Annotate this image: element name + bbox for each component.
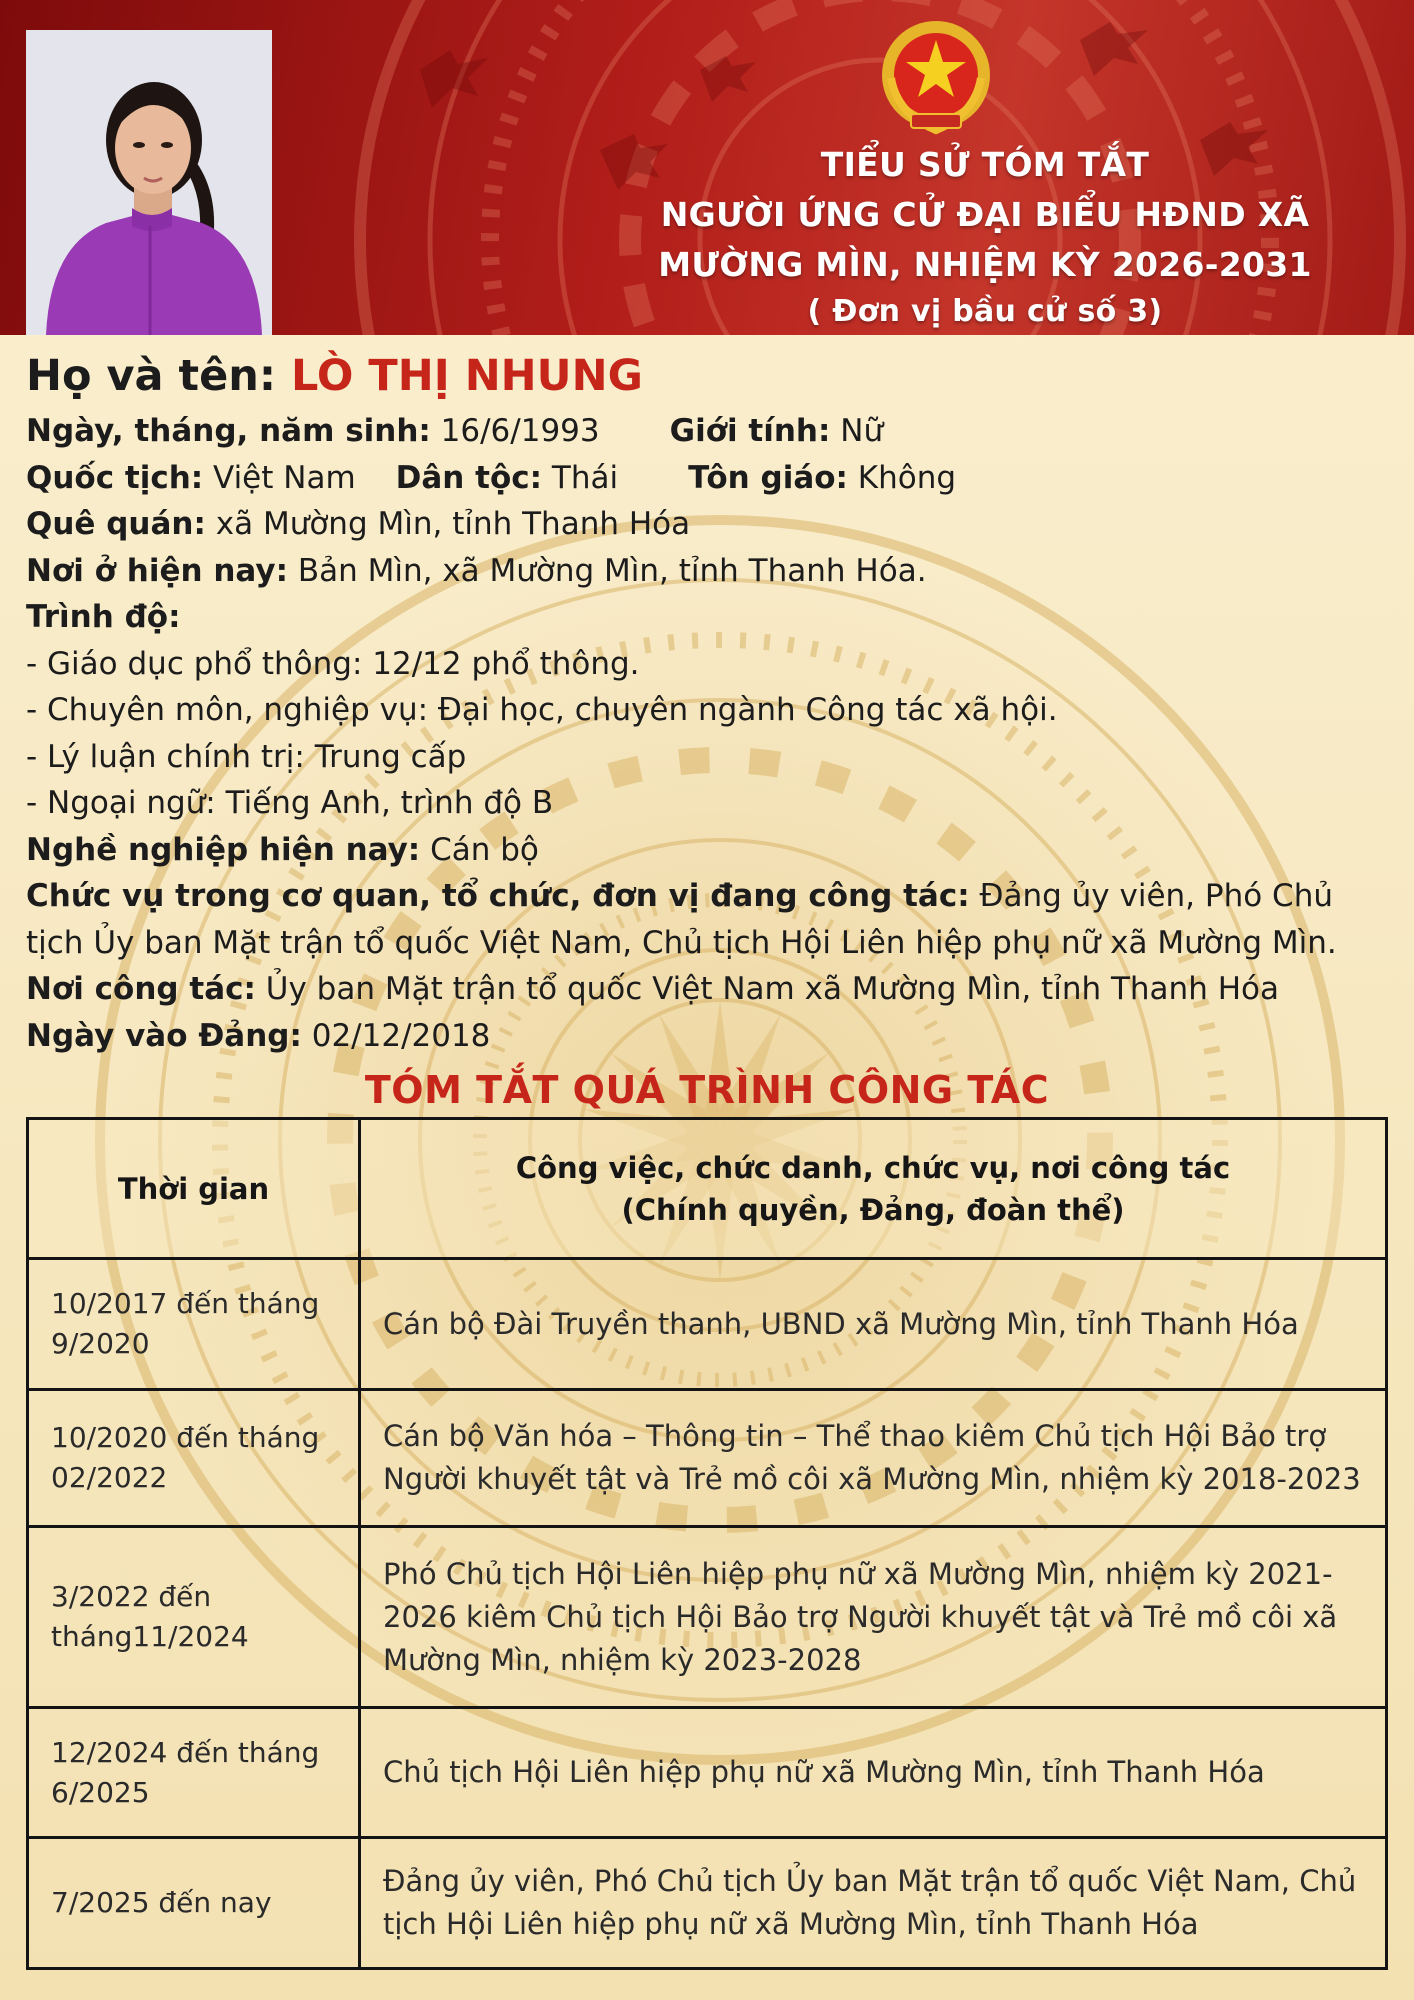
- description-cell: Phó Chủ tịch Hội Liên hiệp phụ nữ xã Mường Mìn, nhiệm kỳ 2021-2026 kiêm Chủ tịch Hội Bảo trợ Người khuyết tật và Trẻ mồ côi xã Mường Mìn, nhiệm kỳ 2023-2028: [360, 1527, 1387, 1708]
- header-title: [560, 140, 1410, 334]
- time-cell: 10/2017 đến tháng 9/2020: [28, 1259, 360, 1390]
- dob-gender-row: [26, 408, 1386, 455]
- workplace-value: Ủy ban Mặt trận tổ quốc Việt Nam xã Mường Mìn, tỉnh Thanh Hóa: [255, 971, 1279, 1007]
- personal-info: [26, 348, 1386, 1059]
- table-row: [28, 1390, 1387, 1527]
- hometown-label: Quê quán:: [26, 506, 206, 542]
- position-value: Đảng ủy viên, Phó Chủ tịch Ủy ban Mặt trận tổ quốc Việt Nam, Chủ tịch Hội Liên hiệp phụ nữ xã Mường Mìn.: [26, 878, 1337, 961]
- hometown-value: xã Mường Mìn, tỉnh Thanh Hóa: [205, 506, 691, 542]
- ethnicity-label: Dân tộc:: [395, 459, 543, 496]
- education-item: - Giáo dục phổ thông: 12/12 phổ thông.: [26, 645, 640, 682]
- occupation-value: Cán bộ: [420, 831, 539, 868]
- column-header-line: (Chính quyền, Đảng, đoàn thể): [621, 1192, 1125, 1227]
- table-row: [28, 1259, 1387, 1390]
- education-heading: [26, 594, 1386, 641]
- table-header-row: [28, 1119, 1387, 1259]
- column-header-description: [360, 1119, 1387, 1259]
- name-label: Họ và tên:: [26, 351, 292, 401]
- workplace-label: Nơi công tác:: [26, 971, 256, 1007]
- residence-value: Bản Mìn, xã Mường Mìn, tỉnh Thanh Hóa.: [287, 552, 927, 589]
- national-emblem-icon: [877, 18, 995, 136]
- column-header-time: Thời gian: [28, 1119, 360, 1259]
- description-cell: Đảng ủy viên, Phó Chủ tịch Ủy ban Mặt trận tổ quốc Việt Nam, Chủ tịch Hội Liên hiệp phụ nữ xã Mường Mìn, tỉnh Thanh Hóa: [360, 1838, 1387, 1969]
- workplace-row: [26, 966, 1386, 1013]
- work-history-table: [26, 1117, 1388, 1970]
- description-cell: Cán bộ Đài Truyền thanh, UBND xã Mường Mìn, tỉnh Thanh Hóa: [360, 1259, 1387, 1390]
- party-date-value: 02/12/2018: [301, 1017, 491, 1054]
- header-title-line: NGƯỜI ỨNG CỬ ĐẠI BIỂU HĐND XÃ: [660, 195, 1310, 234]
- description-cell: Cán bộ Văn hóa – Thông tin – Thể thao kiêm Chủ tịch Hội Bảo trợ Người khuyết tật và Trẻ mồ côi xã Mường Mìn, nhiệm kỳ 2018-2023: [360, 1390, 1387, 1527]
- candidate-photo: [26, 30, 272, 335]
- religion-label: Tôn giáo:: [688, 459, 848, 496]
- header-title-line: TIỂU SỬ TÓM TẮT: [820, 145, 1150, 184]
- nationality-row: [26, 455, 1386, 502]
- time-cell: 7/2025 đến nay: [28, 1838, 360, 1969]
- gender-label: Giới tính:: [669, 413, 831, 449]
- education-item: - Lý luận chính trị: Trung cấp: [26, 738, 467, 775]
- occupation-label: Nghề nghiệp hiện nay:: [26, 831, 421, 868]
- ethnicity-value: Thái: [542, 459, 619, 496]
- time-cell: 3/2022 đến tháng11/2024: [28, 1527, 360, 1708]
- hometown-row: [26, 501, 1386, 548]
- table-row: [28, 1708, 1387, 1838]
- party-date-label: Ngày vào Đảng:: [26, 1017, 302, 1054]
- constituency-line: ( Đơn vị bầu cử số 3): [807, 294, 1163, 329]
- work-history-title: TÓM TẮT QUÁ TRÌNH CÔNG TÁC: [364, 1068, 1050, 1112]
- position-label: Chức vụ trong cơ quan, tổ chức, đơn vị đang công tác:: [26, 878, 970, 914]
- table-row: [28, 1527, 1387, 1708]
- header-banner: [0, 0, 1414, 335]
- column-header-line: Công việc, chức danh, chức vụ, nơi công tác: [515, 1150, 1231, 1185]
- time-cell: 10/2020 đến tháng 02/2022: [28, 1390, 360, 1527]
- dob-label: Ngày, tháng, năm sinh:: [26, 413, 431, 449]
- education-label: Trình độ:: [26, 599, 181, 635]
- table-row: [28, 1838, 1387, 1969]
- residence-label: Nơi ở hiện nay:: [26, 552, 288, 589]
- occupation-row: [26, 827, 1386, 874]
- candidate-name: LÒ THỊ NHUNG: [291, 351, 643, 401]
- residence-row: [26, 548, 1386, 595]
- education-item: - Ngoại ngữ: Tiếng Anh, trình độ B: [26, 785, 554, 821]
- party-date-row: [26, 1013, 1386, 1060]
- gender-value: Nữ: [830, 413, 884, 449]
- education-item: - Chuyên môn, nghiệp vụ: Đại học, chuyên ngành Công tác xã hội.: [26, 692, 1058, 728]
- nationality-label: Quốc tịch:: [26, 459, 204, 496]
- name-row: [26, 348, 1386, 404]
- religion-value: Không: [847, 459, 957, 496]
- header-title-line: MƯỜNG MÌN, NHIỆM KỲ 2026-2031: [658, 245, 1312, 284]
- position-row: [26, 873, 1386, 966]
- description-cell: Chủ tịch Hội Liên hiệp phụ nữ xã Mường Mìn, tỉnh Thanh Hóa: [360, 1708, 1387, 1838]
- nationality-value: Việt Nam: [203, 459, 356, 496]
- dob-value: 16/6/1993: [430, 413, 600, 449]
- time-cell: 12/2024 đến tháng 6/2025: [28, 1708, 360, 1838]
